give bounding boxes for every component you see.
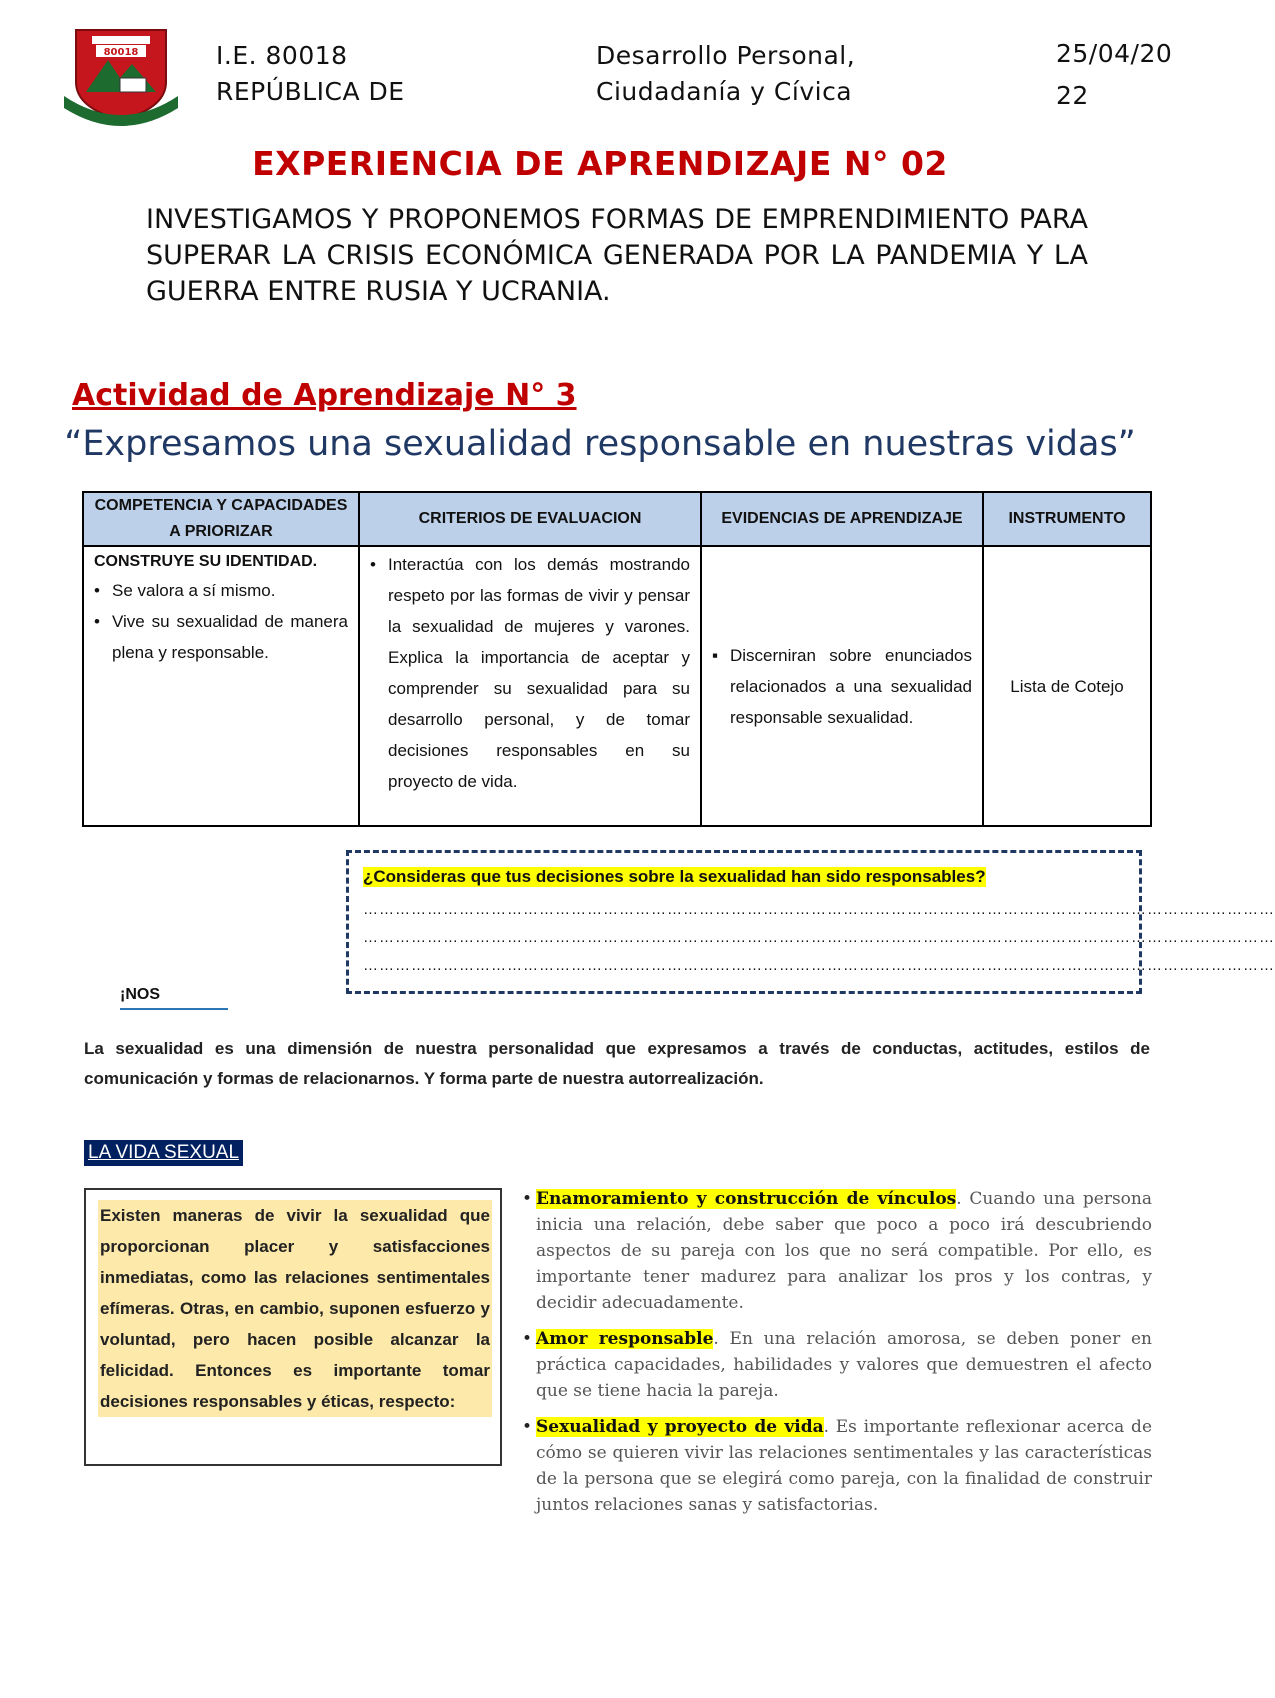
evidence-text: Discerniran sobre enunciados relacionados a una sexualidad responsable sexualidad. [730, 645, 972, 727]
course-name-line2: Ciudadanía y Cívica [596, 77, 853, 106]
reflection-question-box [346, 850, 1275, 994]
experience-title: EXPERIENCIA DE APRENDIZAJE N° 02 [252, 144, 948, 183]
list-item-body [536, 1414, 1152, 1518]
competency-title: CONSTRUYE SU IDENTIDAD. [94, 553, 318, 570]
info-box [84, 1188, 502, 1466]
list-item-title: Amor responsable [536, 1329, 714, 1349]
list-item-body [536, 1326, 1152, 1404]
list-item [522, 1186, 1152, 1316]
evidence-item [712, 640, 972, 733]
list-item-title: Sexualidad y proyecto de vida [536, 1417, 824, 1437]
list-item-title: Enamoramiento y construcción de vínculos [536, 1189, 957, 1209]
table-header-row [83, 492, 1151, 546]
bullet-icon: • [94, 581, 100, 600]
capacity-text: Se valora a sí mismo. [112, 581, 276, 600]
info-box-text: Existen maneras de vivir la sexualidad que proporcionan placer y satisfacciones inmediatas, como las relaciones sentimentales efímeras. Otras, en cambio, suponen esfuerzo y voluntad, pero hacen posible alcanzar la felicidad. Entonces es importante tomar decisiones responsables y éticas, respecto: [98, 1200, 492, 1417]
list-item-body [536, 1186, 1152, 1316]
nos-label: ¡NOS [120, 986, 228, 1010]
bullet-icon: • [522, 1189, 533, 1209]
bullet-icon: • [94, 612, 100, 631]
course-name [596, 38, 855, 110]
date-line1: 25/04/20 [1056, 39, 1173, 68]
school-logo [62, 26, 180, 126]
criteria-item [370, 549, 690, 797]
bullet-icon: • [370, 555, 376, 574]
table-row [83, 546, 1151, 826]
header-evidence: EVIDENCIAS DE APRENDIZAJE [701, 492, 983, 546]
evidence-cell [701, 546, 983, 826]
list-item-text: . Cuando una persona inicia una relación, debe saber que poco a poco irá descubriendo aspectos de su pareja con los que no será compatible. Por ello, es importante tener madurez para analizar los pros y los contras, y decidir adecuadamente. [536, 1189, 1153, 1313]
competency-table [82, 491, 1152, 827]
capacity-text: Vive su sexualidad de manera plena y responsable. [112, 612, 348, 662]
criteria-cell [359, 546, 701, 826]
course-name-line1: Desarrollo Personal, [596, 41, 856, 70]
school-name [216, 38, 405, 110]
question-text: ¿Consideras que tus decisiones sobre la sexualidad han sido responsables? [363, 867, 986, 886]
answer-line[interactable]: ……………………………………………………………………………………………………………………………………………………… [363, 929, 1275, 946]
answer-line[interactable]: ……………………………………………………………………………………………………………………………………………………… [363, 901, 1275, 918]
school-name-line2: REPÚBLICA DE [216, 77, 405, 106]
section-title: LA VIDA SEXUAL [84, 1140, 243, 1166]
square-bullet-icon: ▪ [712, 645, 719, 665]
date-line2: 22 [1056, 81, 1089, 110]
bullet-icon: • [522, 1329, 533, 1349]
activity-title: Actividad de Aprendizaje N° 3 [72, 378, 577, 413]
activity-quote: “Expresamos una sexualidad responsable en nuestras vidas” [64, 424, 1136, 464]
bullet-icon: • [522, 1417, 533, 1437]
answer-line[interactable]: ……………………………………………………………………………………………………………………………………………………… [363, 957, 1275, 974]
school-name-line1: I.E. 80018 [216, 41, 348, 70]
capacity-item [94, 575, 348, 606]
competency-cell [83, 546, 359, 826]
list-item [522, 1414, 1152, 1518]
intro-paragraph: La sexualidad es una dimensión de nuestra personalidad que expresamos a través de conductas, actitudes, estilos de comunicación y formas de relacionarnos. Y forma parte de nuestra autorrealización. [84, 1039, 1150, 1088]
list-item-text: . Es importante reflexionar acerca de cómo se quieren vivir las relaciones sentimentales y las características de la persona que se elegirá como pareja, con la finalidad de construir juntos relaciones sanas y satisfactorias. [536, 1417, 1153, 1515]
life-aspects-list [522, 1186, 1152, 1528]
instrument-cell: Lista de Cotejo [983, 546, 1151, 826]
list-item [522, 1326, 1152, 1404]
list-item-text: . En una relación amorosa, se deben poner en práctica capacidades, habilidades y valores que demuestren el afecto que se tiene hacia la pareja. [536, 1329, 1152, 1401]
experience-subtitle: INVESTIGAMOS Y PROPONEMOS FORMAS DE EMPRENDIMIENTO PARA SUPERAR LA CRISIS ECONÓMICA GENERADA POR LA PANDEMIA Y LA GUERRA ENTRE RUSIA Y UCRANIA. [146, 204, 1088, 307]
capacity-item [94, 606, 348, 668]
header-competency: COMPETENCIA Y CAPACIDADES A PRIORIZAR [83, 492, 359, 546]
header-instrument: INSTRUMENTO [983, 492, 1151, 546]
header-criteria: CRITERIOS DE EVALUACION [359, 492, 701, 546]
logo-text: 80018 [103, 47, 139, 58]
criteria-text: Interactúa con los demás mostrando respeto por las formas de vivir y pensar la sexualidad de mujeres y varones. Explica la importancia de aceptar y comprender su sexualidad para su desarrollo personal, y de tomar decisiones responsables en su proyecto de vida. [388, 555, 690, 791]
